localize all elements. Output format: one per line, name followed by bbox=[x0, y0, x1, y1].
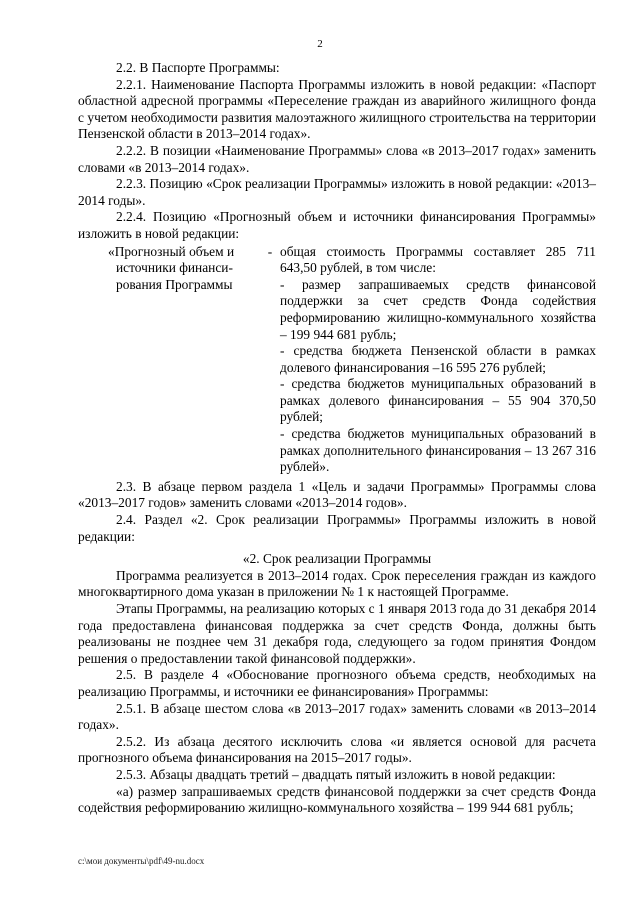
passport-position-value bbox=[280, 244, 596, 476]
passport-municipal-shared: - средства бюджетов муниципальных образований в рамках долевого финансирования – 55 904 370,50 рублей; bbox=[280, 376, 596, 425]
page-number: 2 bbox=[317, 38, 323, 50]
section-heading: «2. Срок реализации Программы bbox=[242, 551, 432, 567]
paragraph-program-period: Программа реализуется в 2013–2014 годах. Срок переселения граждан из каждого многоквартирного дома указан в приложении № 1 к настоящей Программе. bbox=[78, 567, 596, 600]
paragraph-2-5-1: 2.5.1. В абзаце шестом слова «в 2013–2017 годах» заменить словами «в 2013–2014 годах». bbox=[78, 700, 596, 733]
paragraph-2-2-4: 2.2.4. Позицию «Прогнозный объем и источники финансирования Программы» изложить в новой редакции: bbox=[78, 209, 596, 241]
passport-position-label bbox=[78, 244, 260, 476]
file-path-footer: c:\мои документы\pdf\49-nu.docx bbox=[78, 856, 205, 866]
paragraph-item-a: «а) размер запрашиваемых средств финансовой поддержки за счет средств Фонда содействия реформированию жилищно-коммунального хозяйства – 199 944 681 рубль; bbox=[78, 783, 596, 816]
passport-fund-support: - размер запрашиваемых средств финансовой поддержки за счет средств Фонда содействия реформированию жилищно-коммунального хозяйства – 199 944 681 рубль; bbox=[280, 276, 596, 342]
paragraph-2-2-1: 2.2.1. Наименование Паспорта Программы изложить в новой редакции: «Паспорт областной адресной программы «Переселение граждан из аварийного жилищного фонда с учетом необходимости развития малоэтажного жилищного строительства на территории Пензенской области в 2013–2014 годах». bbox=[78, 76, 596, 142]
paragraph-2-5: 2.5. В разделе 4 «Обоснование прогнозного объема средств, необходимых на реализацию Программы, и источники ее финансирования» Программы: bbox=[78, 667, 596, 699]
paragraph-program-stages: Этапы Программы, на реализацию которых с 1 января 2013 года до 31 декабря 2014 года предоставлена финансовая поддержка за счет средств Фонда, должны быть реализованы не позднее чем 31 декабря года, следующего за годом принятия Фондом решения о предоставлении такой финансовой поддержки». bbox=[78, 601, 596, 666]
paragraph-2-4: 2.4. Раздел «2. Срок реализации Программы» Программы изложить в новой редакции: bbox=[78, 512, 596, 544]
paragraph-2-5-2: 2.5.2. Из абзаца десятого исключить слова «и является основой для расчета прогнозного объема финансирования на 2015–2017 годы». bbox=[78, 733, 596, 766]
paragraph-2-2: 2.2. В Паспорте Программы: bbox=[116, 60, 280, 75]
passport-total-cost: общая стоимость Программы составляет 285 711 643,50 рублей, в том числе: bbox=[280, 243, 596, 276]
passport-financing-table bbox=[78, 244, 596, 476]
paragraph-2-3: 2.3. В абзаце первом раздела 1 «Цель и задачи Программы» Программы слова «2013–2017 годов» заменить словами «2013–2014 годов». bbox=[78, 478, 596, 511]
document-body bbox=[78, 60, 596, 817]
paragraph-2-5-3: 2.5.3. Абзацы двадцать третий – двадцать пятый изложить в новой редакции: bbox=[116, 766, 556, 782]
passport-position-text: «Прогнозный объем и источники финансирования Программы bbox=[108, 243, 235, 292]
paragraph-2-2-2: 2.2.2. В позиции «Наименование Программы» слова «в 2013–2017 годах» заменить словами «в 2013–2014 годах». bbox=[78, 142, 596, 175]
passport-dash: - bbox=[267, 243, 273, 259]
paragraph-2-2-3: 2.2.3. Позицию «Срок реализации Программы» изложить в новой редакции: «2013–2014 годы». bbox=[78, 176, 596, 208]
passport-municipal-additional: - средства бюджетов муниципальных образований в рамках дополнительного финансирования – 13 267 316 рублей». bbox=[280, 426, 596, 475]
passport-regional-budget: - средства бюджета Пензенской области в рамках долевого финансирования –16 595 276 рублей; bbox=[280, 343, 596, 375]
